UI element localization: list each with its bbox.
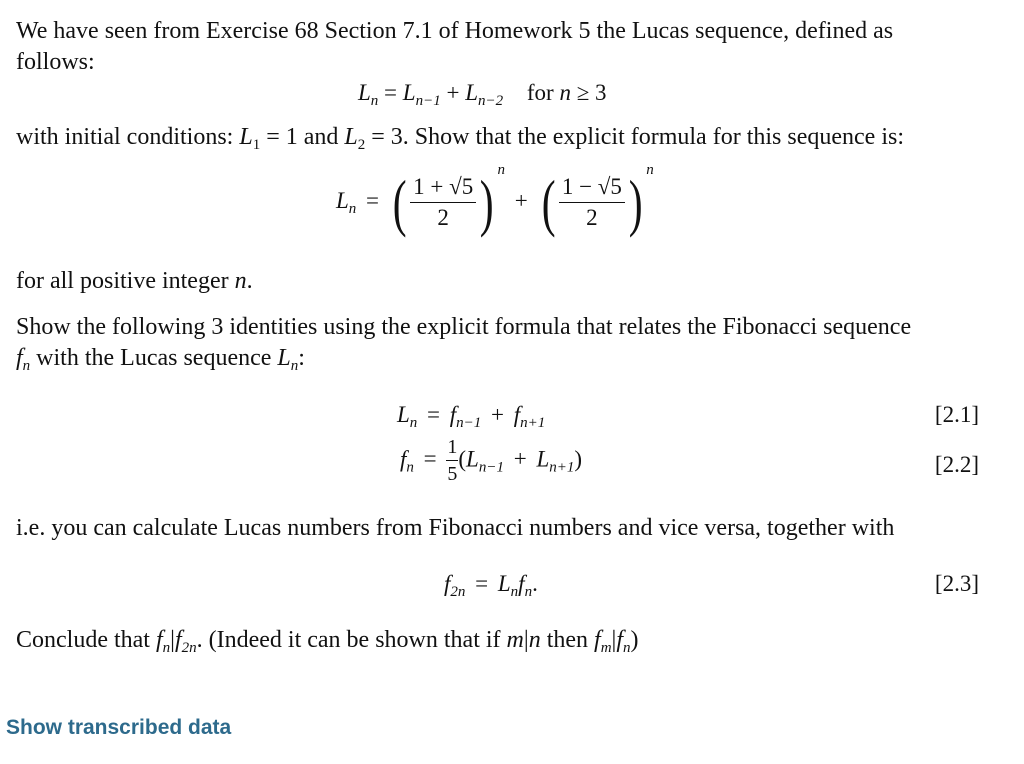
initial-conditions: with initial conditions: $L_1 = 1$ and $L_2 = 3$. Show that the explicit formula for this sequence is: xyxy=(16,124,904,153)
identity-2-2: $f_n$ = $\frac{1}{5}$ $(L_{n-1} + L_{n+1})$ xyxy=(400,436,583,485)
explicit-formula: $L_n$ = ( $\frac{1 + √5}{2}$ ) $^n$ + ( $\frac{1 - √5}{2}$ ) $^n$ xyxy=(336,162,654,238)
ie-statement: i.e. you can calculate Lucas numbers from Fibonacci numbers and vice versa, together with xyxy=(16,515,895,541)
label-2-1: [2.1] xyxy=(934,402,979,427)
show-transcribed-data-link[interactable]: Show transcribed data xyxy=(6,716,232,739)
show-line-1: Show the following 3 identities using the explicit formula that relates the Fibonacci sequence xyxy=(16,314,912,340)
show-line-2: $f_n$ with the Lucas sequence $L_n$: xyxy=(16,345,305,374)
label-2-3: [2.3] xyxy=(934,571,979,596)
label-2-2: [2.2] xyxy=(934,452,979,477)
conclude-statement: Conclude that $f_n|f_{2n}$. (Indeed it can be shown that if m|n then $f_m|f_n$) xyxy=(16,627,639,656)
forall-statement: for all positive integer n. xyxy=(16,268,253,294)
identity-2-3: $f_{2n} = L_nf_n$. xyxy=(444,571,538,600)
fraction-golden-plus: $\frac{1 + √5}{2}$ xyxy=(410,174,476,231)
fraction-one-fifth: $\frac{1}{5}$ xyxy=(447,436,458,485)
fraction-golden-minus: $\frac{1 - √5}{2}$ xyxy=(559,174,625,231)
identity-2-1: $L_n = f_{n-1} + f_{n+1}$ xyxy=(397,402,546,431)
intro-line-1: We have seen from Exercise 68 Section 7.1 of Homework 5 the Lucas sequence, defined as xyxy=(16,18,894,44)
recurrence-equation: $L_n = L_{n-1} + L_{n-2}$ for n ≥ 3 xyxy=(358,80,607,109)
intro-line-2: follows: xyxy=(16,49,95,75)
